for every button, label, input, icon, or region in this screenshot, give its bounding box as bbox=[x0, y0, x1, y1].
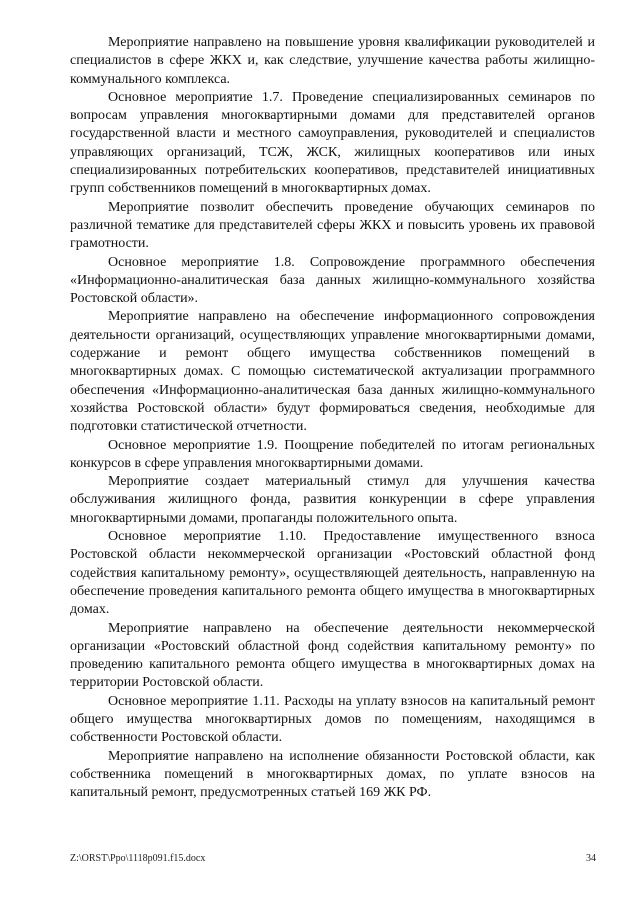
document-body bbox=[70, 34, 595, 802]
paragraph-event-1-11-result: Мероприятие направлено на исполнение обязанности Ростовской области, как собственника помещений в многоквартирных домах, по уплате взносов на капитальный ремонт, предусмотренных статьей 169 ЖК РФ. bbox=[70, 748, 595, 801]
page-number: 34 bbox=[586, 853, 596, 864]
paragraph-event-1-6-result: Мероприятие направлено на повышение уровня квалификации руководителей и специалистов в сфере ЖКХ и, как следствие, улучшение качества работы жилищно-коммунального комплекса. bbox=[70, 35, 595, 87]
paragraph-event-1-9-result: Мероприятие создает материальный стимул для улучшения качества обслуживания жилищного фонда, развития конкуренции в сфере управления многоквартирными домами, пропаганды положительного опыта. bbox=[70, 474, 595, 526]
paragraph-event-1-11: Основное мероприятие 1.11. Расходы на уплату взносов на капитальный ремонт общего имущества многоквартирных домов по помещениям, находящимся в собственности Ростовской области. bbox=[70, 693, 595, 746]
paragraph-event-1-9: Основное мероприятие 1.9. Поощрение победителей по итогам региональных конкурсов в сфере управления многоквартирными домами. bbox=[70, 437, 595, 471]
page-footer bbox=[70, 853, 596, 867]
paragraph-event-1-8: Основное мероприятие 1.8. Сопровождение программного обеспечения «Информационно-аналитическая база данных жилищно-коммунального хозяйства Ростовской области». bbox=[70, 254, 595, 307]
paragraph-event-1-7: Основное мероприятие 1.7. Проведение специализированных семинаров по вопросам управления многоквартирными домами для представителей органов государственной власти и местного самоуправления, руководителей и специалистов управляющих организаций, ТСЖ, ЖСК, жилищных кооперативов или иных специализированных потребительских кооперативов, представителей инициативных групп собственников помещений в многоквартирных домах. bbox=[70, 89, 595, 197]
paragraph-event-1-10-result: Мероприятие направлено на обеспечение деятельности некоммерческой организации «Ростовский областной фонд содействия капитальному ремонту» по проведению капитального ремонта общего имущества в многоквартирных домах на территории Ростовской области. bbox=[70, 620, 595, 691]
paragraph-event-1-8-result: Мероприятие направлено на обеспечение информационного сопровождения деятельности организаций, осуществляющих управление многоквартирными домами, содержание и ремонт общего имущества собственников помещений в многоквартирных домах. С помощью систематической актуализации программного обеспечения «Информационно-аналитическая база данных жилищно-коммунального хозяйства Ростовской области» будут формироваться сведения, необходимые для подготовки статистической отчетности. bbox=[70, 309, 595, 435]
footer-file-path: Z:\ORST\Ppo\1118p091.f15.docx bbox=[70, 853, 206, 864]
paragraph-event-1-7-result: Мероприятие позволит обеспечить проведение обучающих семинаров по различной тематике для представителей сферы ЖКХ и повысить уровень их правовой грамотности. bbox=[70, 199, 595, 252]
paragraph-event-1-10: Основное мероприятие 1.10. Предоставление имущественного взноса Ростовской области некоммерческой организации «Ростовский областной фонд содействия капитальному ремонту», осуществляющей деятельность, направленную на обеспечение проведения капитального ремонта общего имущества в многоквартирных домах. bbox=[70, 529, 595, 618]
